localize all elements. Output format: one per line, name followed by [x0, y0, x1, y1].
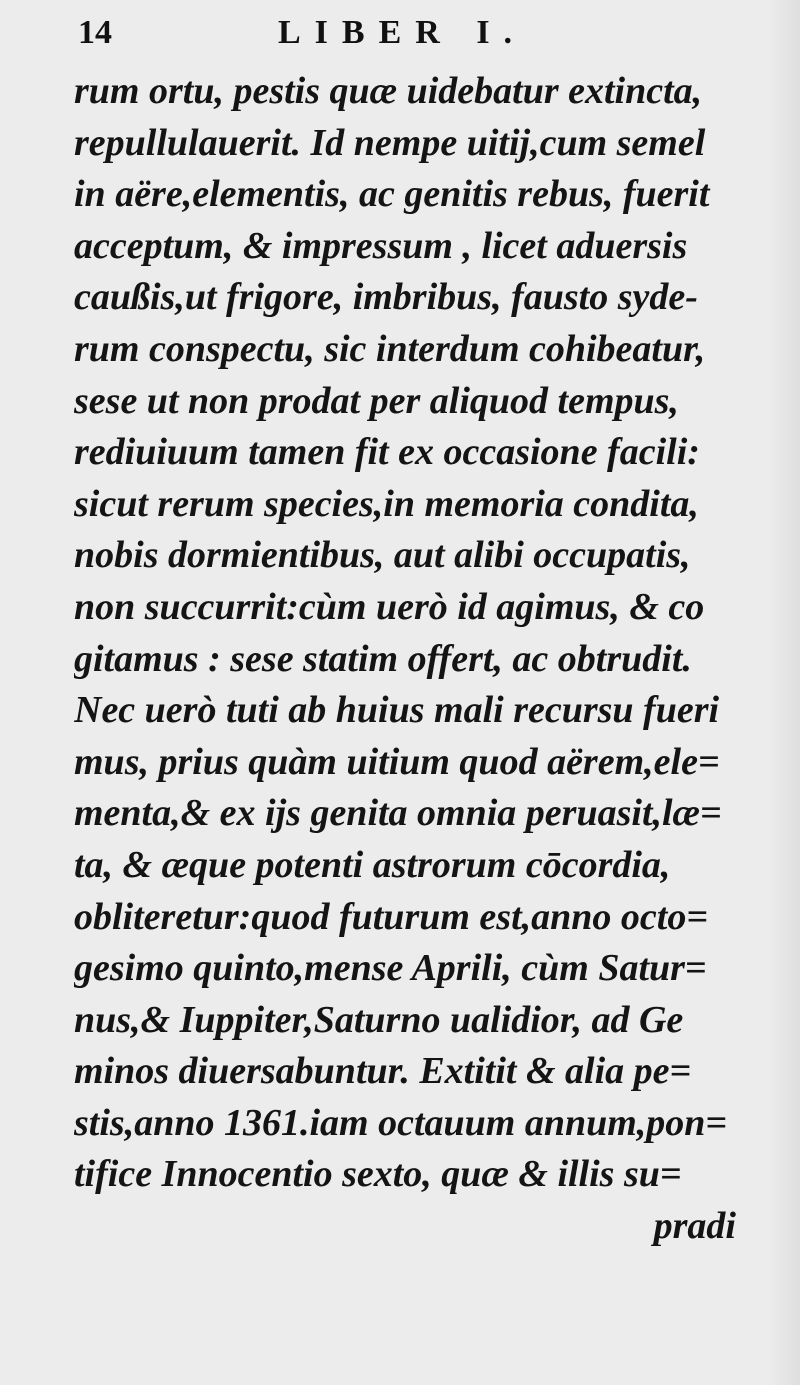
text-line: minos diuersabuntur. Extitit & alia pe= [74, 1050, 692, 1093]
text-line: obliteretur:quod futurum est,anno octo= [74, 895, 708, 938]
text-line: stis,anno 1361.iam octauum annum,pon= [74, 1101, 728, 1144]
text-line: Nec uerò tuti ab huius mali recursu fueri [74, 689, 720, 732]
text-line: ta, & æque potenti astrorum cōcordia, [74, 843, 671, 886]
text-line: rediuiuum tamen fit ex occasione facili: [74, 431, 700, 474]
text-line: gitamus : sese statim offert, ac obtrudit. [74, 637, 692, 680]
text-line: repullulauerit. Id nempe uitij,cum semel [74, 121, 706, 164]
text-line: gesimo quinto,mense Aprili, cùm Satur= [74, 947, 707, 990]
text-line: acceptum, & impressum , licet aduersis [74, 224, 688, 267]
text-line: non succurrit:cùm uerò id agimus, & co [74, 585, 705, 628]
text-line: sese ut non prodat per aliquod tempus, [74, 379, 679, 422]
text-line: nus,& Iuppiter,Saturno ualidior, ad Ge [74, 998, 684, 1041]
page-header [78, 14, 558, 60]
text-line: mus, prius quàm uitium quod aërem,ele= [74, 740, 720, 783]
catchword: pradi [653, 1205, 736, 1248]
running-head: LIBER I. [278, 14, 527, 51]
page-number: 14 [78, 14, 112, 51]
body-text [74, 66, 766, 1253]
text-line: caußis,ut frigore, imbribus, fausto syde- [74, 276, 698, 319]
text-line: rum ortu, pestis quæ uidebatur extincta, [74, 70, 703, 112]
text-line: rum conspectu, sic interdum cohibeatur, [74, 327, 706, 370]
page-edge-shadow [768, 0, 800, 1385]
text-line: sicut rerum species,in memoria condita, [74, 482, 699, 525]
text-line: in aëre,elementis, ac genitis rebus, fuerit [74, 173, 710, 216]
text-line: menta,& ex ijs genita omnia peruasit,læ= [74, 792, 722, 835]
text-line: tifice Innocentio sexto, quæ & illis su= [74, 1153, 682, 1196]
text-line: nobis dormientibus, aut alibi occupatis, [74, 534, 691, 577]
